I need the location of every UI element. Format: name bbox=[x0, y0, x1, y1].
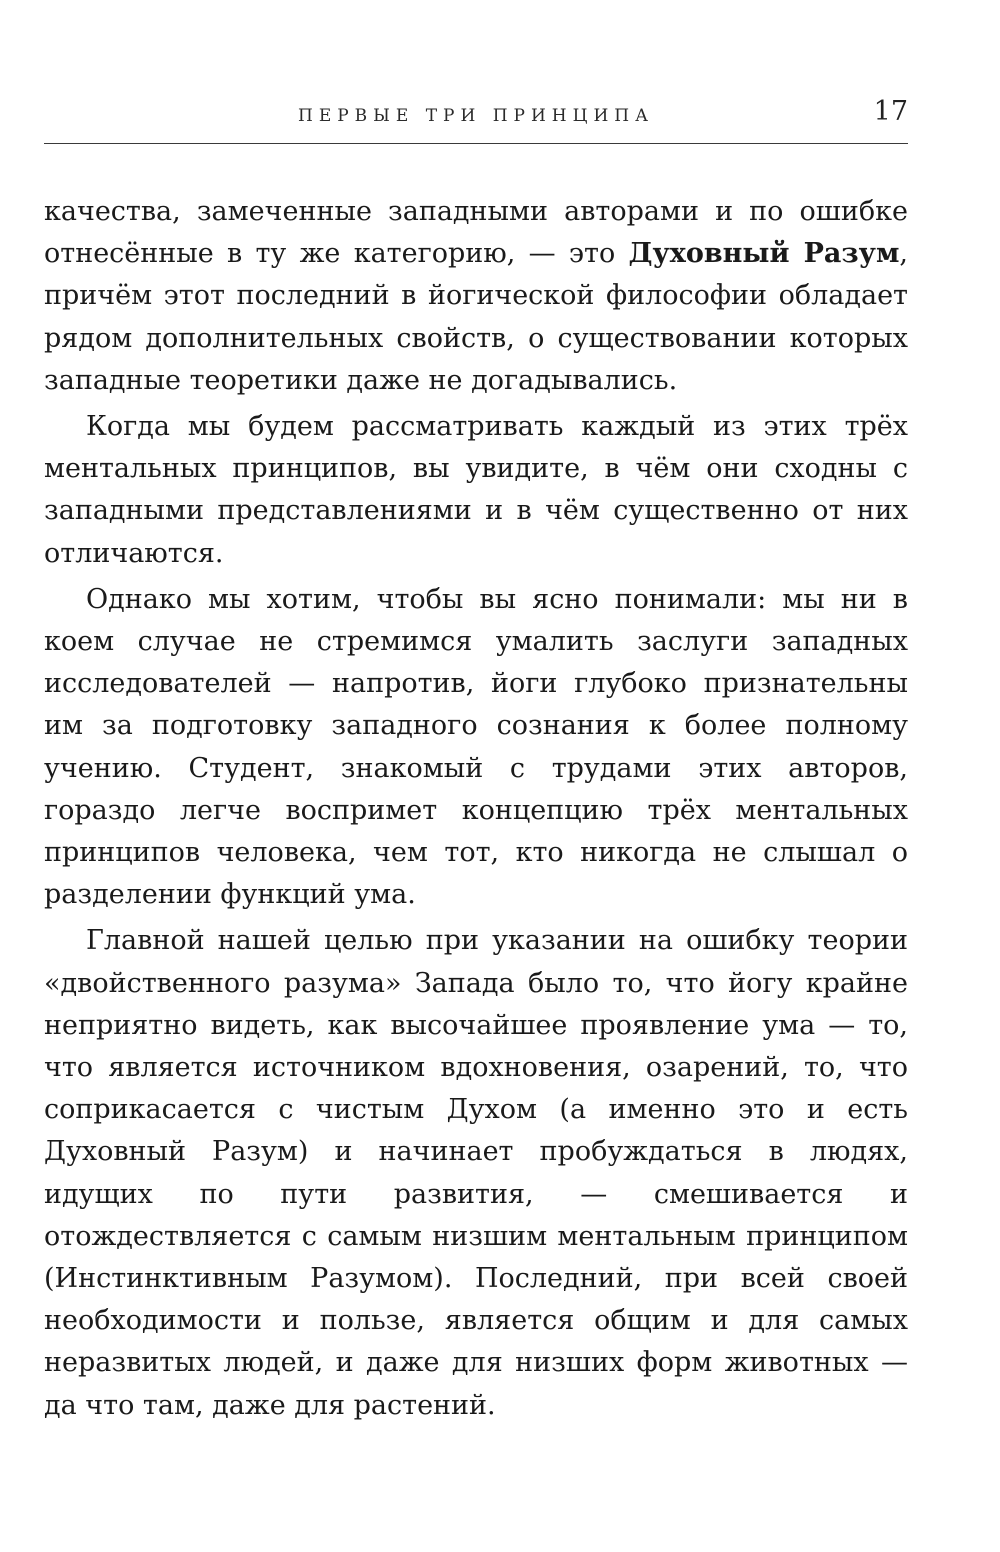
paragraph-3: Однако мы хотим, чтобы вы ясно понимали: мы ни в коем случае не стремимся умалить заслуги западных исследователей — напротив, йоги глубоко признательны им за подготовку западного сознания к более полному учению. Студент, знакомый с трудами этих авторов, гораздо легче воспримет концепцию трёх ментальных принципов человека, чем тот, кто никогда не слышал о разделении функций ума. bbox=[44, 583, 908, 911]
term-spiritual-mind: Духовный Разум bbox=[628, 238, 900, 270]
body-text bbox=[44, 191, 908, 1431]
paragraph-2: Когда мы будем рассматривать каждый из этих трёх ментальных принципов, вы увидите, в чём они сходны с западными представлениями и в чём существенно от них отличаются. bbox=[44, 411, 908, 569]
page-number: 17 bbox=[873, 96, 908, 127]
paragraph-1-end: , причём этот последний в йогической философии обладает рядом дополнительных свойств, о существовании которых западные теоретики даже не догадывались. bbox=[44, 238, 908, 396]
paragraph-1-start: качества, замеченные западными авторами и по ошибке отнесённые в ту же категорию, — это bbox=[44, 196, 908, 270]
paragraph-4: Главной нашей целью при указании на ошибку теории «двойственного разума» Запада было то, что йогу крайне неприятно видеть, как высочайшее проявление ума — то, что является источником вдохновения, озарений, то, что соприкасается с чистым Духом (а именно это и есть Духовный Разум) и начинает пробуждаться в людях, идущих по пути развития, — смешивается и отождествляется с самым низшим ментальным принципом (Инстинктивным Разумом). Последний, при всей своей необходимости и пользе, является общим и для самых неразвитых людей, и даже для низших форм животных — да что там, даже для растений. bbox=[44, 925, 908, 1421]
running-header bbox=[44, 92, 908, 140]
running-title: ПЕРВЫЕ ТРИ ПРИНЦИПА bbox=[298, 106, 654, 126]
header-divider bbox=[44, 143, 908, 144]
paragraph-1 bbox=[44, 191, 908, 402]
